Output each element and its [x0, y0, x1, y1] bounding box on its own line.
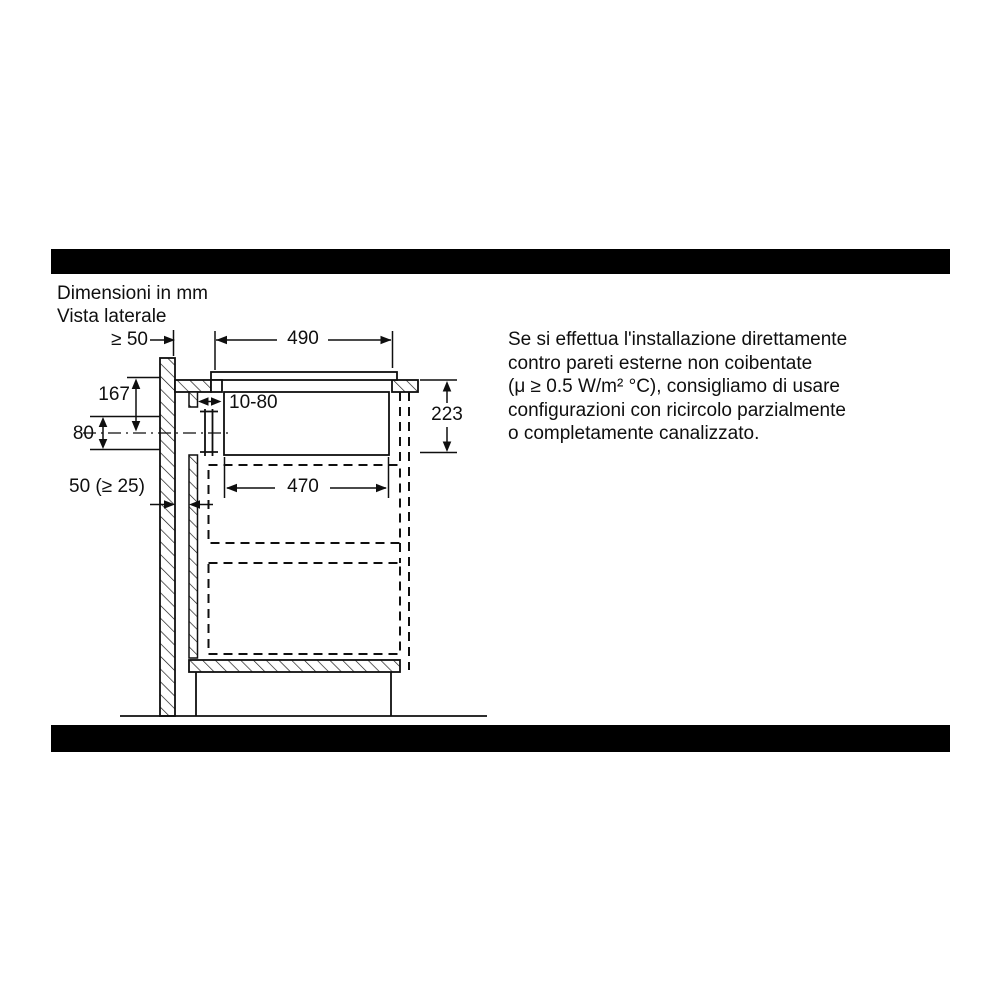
dim-label-223: 223 — [431, 404, 463, 425]
cabinet-bottom — [189, 660, 400, 672]
cabinet-panel-top — [189, 392, 198, 407]
hob-flange — [211, 380, 222, 392]
title-view: Vista laterale — [57, 306, 167, 327]
note-line: (μ ≥ 0.5 W/m² °C), consigliamo di usare — [508, 376, 840, 397]
hob-glass — [211, 372, 397, 380]
dim-label-wall-gap: 50 (≥ 25) — [69, 476, 145, 497]
note-line: configurazioni con ricircolo parzialmente — [508, 399, 846, 421]
note-line: Se si effettua l'installazione direttamente — [508, 329, 848, 350]
dim-label-10-80: 10-80 — [229, 392, 278, 413]
dim-label-470: 470 — [287, 476, 319, 497]
note-line: contro pareti esterne non coibentate — [508, 352, 813, 374]
dim-label-490: 490 — [287, 328, 319, 349]
dim-wall-clearance — [150, 330, 174, 356]
worktop-right — [392, 380, 418, 392]
wall — [160, 358, 175, 716]
title-dimensions: Dimensioni in mm — [57, 283, 208, 304]
dim-label-167: 167 — [98, 384, 130, 405]
dim-label-wall-clearance: ≥ 50 — [111, 329, 148, 350]
dim-80 — [90, 417, 160, 450]
cabinet-panel — [189, 455, 198, 658]
note-line: o completamente canalizzato. — [508, 423, 760, 444]
dim-label-80: 80 — [72, 423, 94, 444]
worktop-left — [175, 380, 211, 392]
